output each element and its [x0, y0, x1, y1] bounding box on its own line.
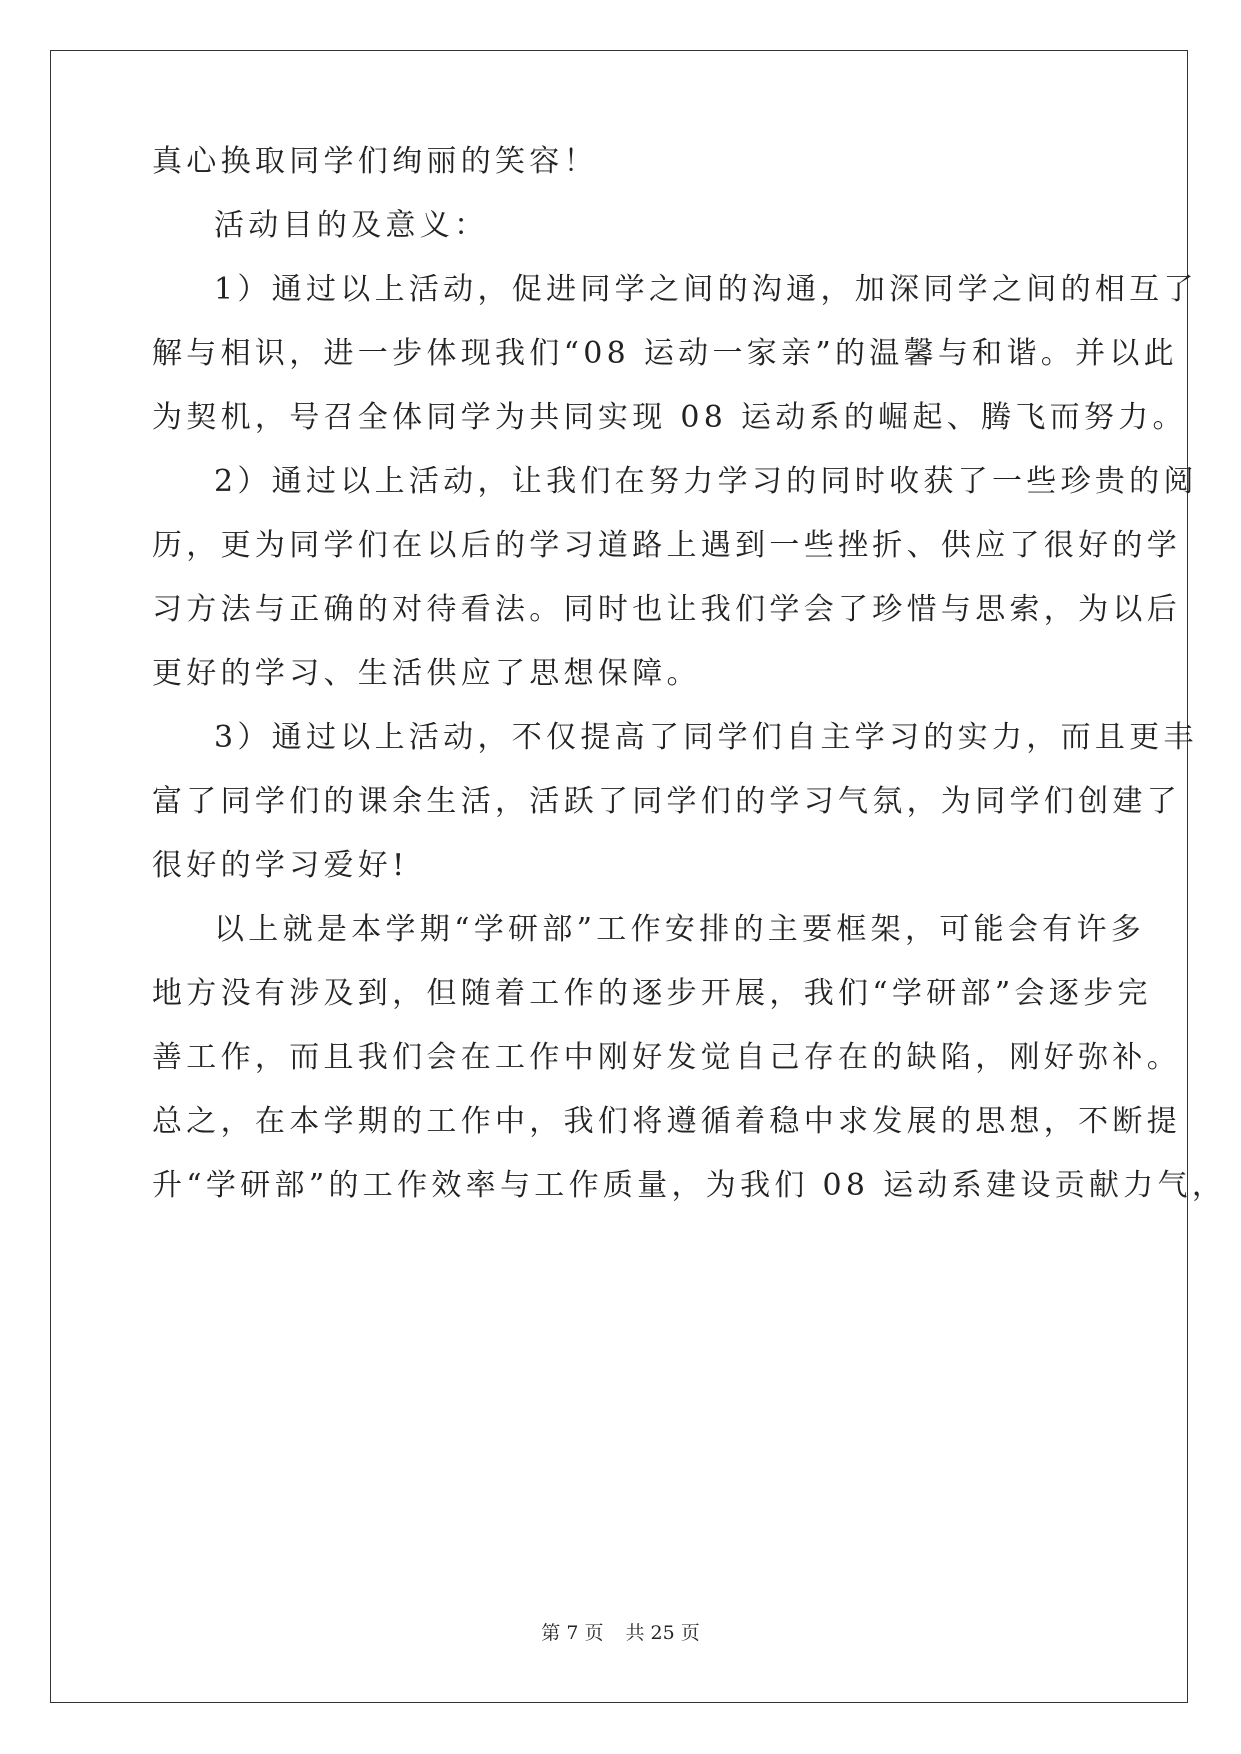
text-line: 解与相识，进一步体现我们“08 运动一家亲”的温馨与和谐。并以此 [152, 336, 1178, 371]
text-line: 更好的学习、生活供应了思想保障。 [152, 656, 701, 691]
text-line: 3）通过以上活动，不仅提高了同学们自主学习的实力，而且更丰 [214, 720, 1198, 755]
text-line: 地方没有涉及到，但随着工作的逐步开展，我们“学研部”会逐步完 [152, 976, 1152, 1011]
text-line: 善工作，而且我们会在工作中刚好发觉自己存在的缺陷，刚好弥补。 [152, 1040, 1181, 1075]
text-line: 升“学研部”的工作效率与工作质量，为我们 08 运动系建设贡献力气， [152, 1168, 1227, 1203]
text-line: 习方法与正确的对待看法。同时也让我们学会了珍惜与思索，为以后 [152, 592, 1181, 627]
text-line: 总之，在本学期的工作中，我们将遵循着稳中求发展的思想，不断提 [152, 1104, 1181, 1139]
text-line: 很好的学习爱好! [152, 848, 409, 883]
document-body [152, 144, 1227, 1250]
text-line: 2）通过以上活动，让我们在努力学习的同时收获了一些珍贵的阅 [214, 464, 1198, 499]
page-footer [0, 1618, 1241, 1645]
page-number: 第 7 页 [541, 1622, 604, 1644]
section-heading: 活动目的及意义： [214, 208, 489, 243]
text-line: 历，更为同学们在以后的学习道路上遇到一些挫折、供应了很好的学 [152, 528, 1181, 563]
text-line: 以上就是本学期“学研部”工作安排的主要框架，可能会有许多 [214, 912, 1146, 947]
text-line: 真心换取同学们绚丽的笑容！ [152, 144, 598, 179]
text-line: 富了同学们的课余生活，活跃了同学们的学习气氛，为同学们创建了 [152, 784, 1181, 819]
page-total: 共 25 页 [625, 1622, 700, 1644]
text-line: 为契机，号召全体同学为共同实现 08 运动系的崛起、腾飞而努力。 [152, 400, 1187, 435]
text-line: 1）通过以上活动，促进同学之间的沟通，加深同学之间的相互了 [214, 272, 1198, 307]
